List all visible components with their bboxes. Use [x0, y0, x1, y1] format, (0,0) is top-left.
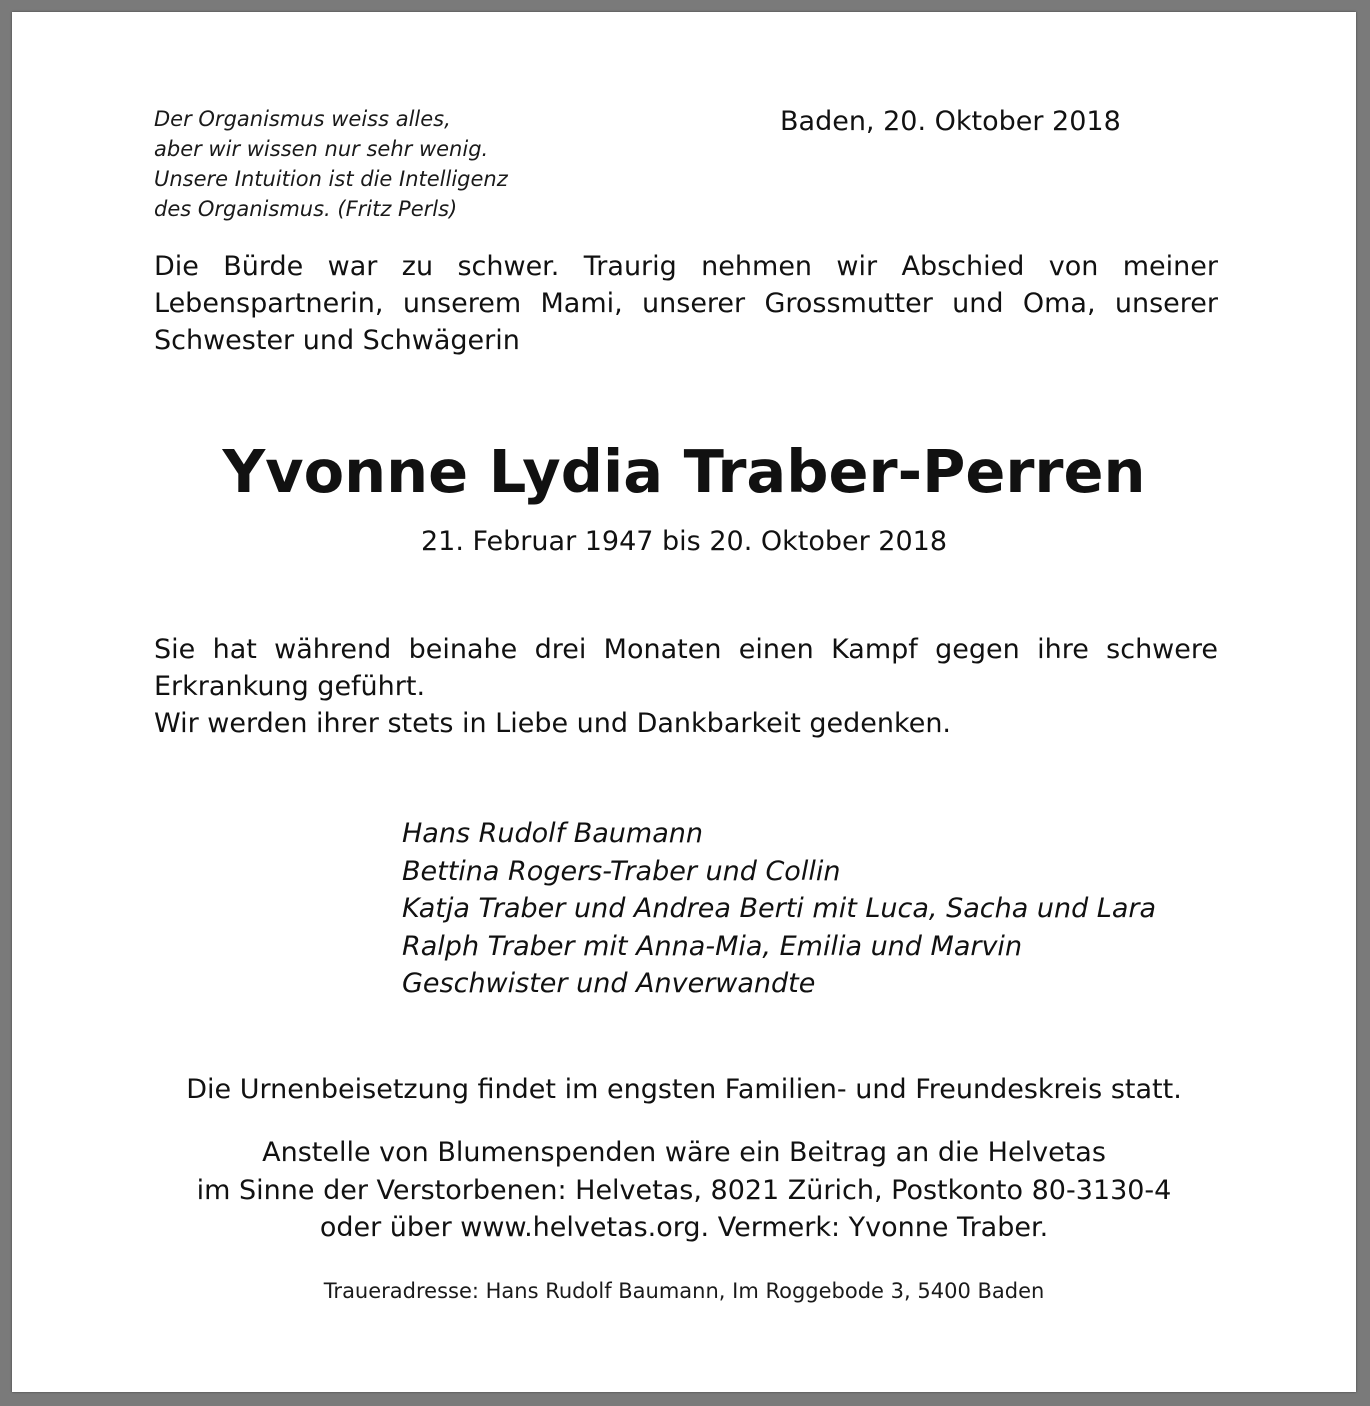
donation-line: Anstelle von Blumenspenden wäre ein Beitrag an die Helvetas [262, 1137, 1106, 1168]
remembrance-line: Wir werden ihrer stets in Liebe und Dankbarkeit gedenken. [154, 708, 952, 739]
family-member: Hans Rudolf Baumann [402, 818, 703, 849]
family-member: Katja Traber und Andrea Berti mit Luca, Sacha und Lara [402, 893, 1157, 924]
burial-notice: Die Urnenbeisetzung findet im engsten Familien- und Freundeskreis statt. [186, 1074, 1182, 1105]
quote-line: des Organismus. (Fritz Perls) [154, 197, 458, 221]
quote-line: Unsere Intuition ist die Intelligenz [154, 167, 508, 191]
place-date: Baden, 20. Oktober 2018 [780, 106, 1121, 137]
deceased-name: Yvonne Lydia Traber-Perren [222, 437, 1146, 506]
family-member: Geschwister und Anverwandte [402, 968, 816, 999]
family-member: Bettina Rogers-Traber und Collin [402, 855, 841, 887]
obituary-page [12, 12, 1356, 1392]
life-dates: 21. Februar 1947 bis 20. Oktober 2018 [420, 526, 947, 557]
donation-notice [12, 1134, 1356, 1247]
body-paragraph: Sie hat während beinahe drei Monaten einen Kampf gegen ihre schwere Erkrankung geführt. [154, 634, 1218, 702]
family-member: Ralph Traber mit Anna-Mia, Emilia und Marvin [402, 930, 1023, 962]
intro-text: Die Bürde war zu schwer. Traurig nehmen wir Abschied von meiner Lebenspartnerin, unserem Mami, unserer Grossmutter und Oma, unserer Schwester und Schwägerin [154, 251, 1218, 356]
body-text [154, 631, 1218, 742]
quote-block [154, 104, 508, 224]
quote-line: aber wir wissen nur sehr wenig. [154, 137, 489, 161]
quote-line: Der Organismus weiss alles, [154, 107, 451, 131]
donation-line: oder über www.helvetas.org. Vermerk: Yvonne Traber. [319, 1212, 1049, 1243]
donation-line: im Sinne der Verstorbenen: Helvetas, 8021 Zürich, Postkonto 80-3130-4 [196, 1174, 1172, 1206]
family-list [402, 815, 1156, 1003]
mourning-address: Traueradresse: Hans Rudolf Baumann, Im Roggebode 3, 5400 Baden [323, 1279, 1045, 1303]
